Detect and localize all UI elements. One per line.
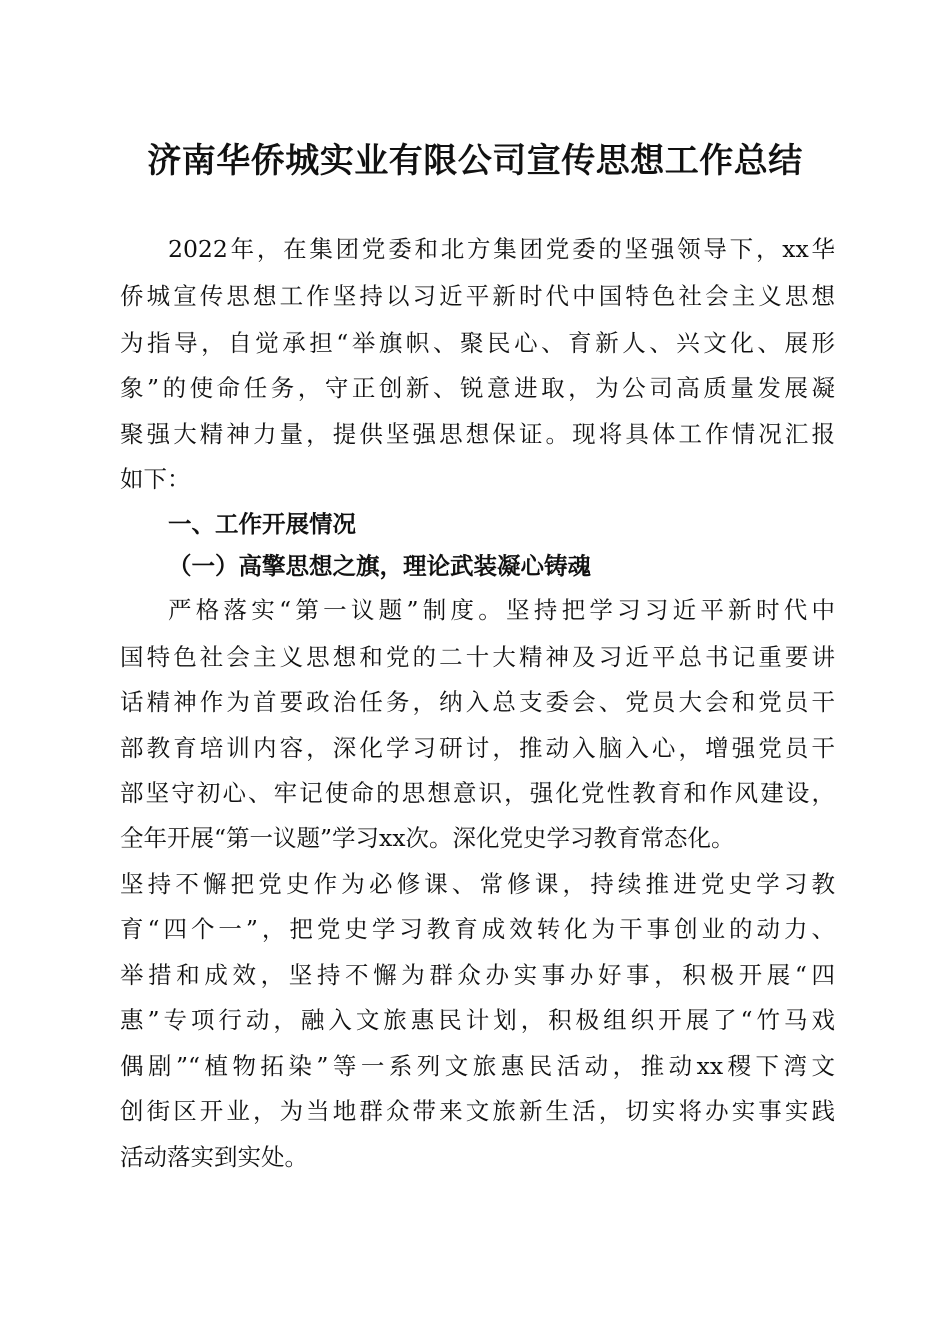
- intro-line: 象”的使命任务，守正创新、锐意进取，为公司高质量发展凝: [120, 374, 835, 402]
- body-line: 育“四个一”，把党史学习教育成效转化为干事创业的动力、: [120, 915, 835, 943]
- body-line: 偶剧”“植物拓染”等一系列文旅惠民活动，推动xx稷下湾文: [120, 1052, 835, 1080]
- body-line: 活动落实到实处。: [120, 1143, 308, 1171]
- subsection-heading: （一）高擎思想之旗，理论武装凝心铸魂: [168, 552, 591, 580]
- body-line: 全年开展“第一议题”学习xx次。深化党史学习教育常态化。: [120, 824, 735, 852]
- body-line: 部坚守初心、牢记使命的思想意识，强化党性教育和作风建设，: [120, 779, 835, 807]
- document-title: 济南华侨城实业有限公司宣传思想工作总结: [147, 141, 803, 181]
- body-line: 惠”专项行动，融入文旅惠民计划，积极组织开展了“竹马戏: [120, 1006, 835, 1034]
- section-heading: 一、工作开展情况: [168, 510, 356, 538]
- body-line: 举措和成效，坚持不懈为群众办实事办好事，积极开展“四: [120, 961, 835, 989]
- body-line: 部教育培训内容，深化学习研讨，推动入脑入心，增强党员干: [120, 734, 835, 762]
- intro-line: 2022年，在集团党委和北方集团党委的坚强领导下，xx华: [168, 235, 835, 263]
- body-line: 话精神作为首要政治任务，纳入总支委会、党员大会和党员干: [120, 688, 835, 716]
- intro-line: 聚强大精神力量，提供坚强思想保证。现将具体工作情况汇报: [120, 420, 835, 448]
- body-line: 严格落实“第一议题”制度。坚持把学习习近平新时代中: [168, 596, 835, 624]
- body-line: 国特色社会主义思想和党的二十大精神及习近平总书记重要讲: [120, 643, 835, 671]
- intro-line: 如下：: [120, 465, 191, 493]
- body-line: 坚持不懈把党史作为必修课、常修课，持续推进党史学习教: [120, 870, 835, 898]
- intro-line: 侨城宣传思想工作坚持以习近平新时代中国特色社会主义思想: [120, 282, 835, 310]
- body-line: 创街区开业，为当地群众带来文旅新生活，切实将办实事实践: [120, 1097, 835, 1125]
- intro-line: 为指导，自觉承担“举旗帜、聚民心、育新人、兴文化、展形: [120, 329, 835, 357]
